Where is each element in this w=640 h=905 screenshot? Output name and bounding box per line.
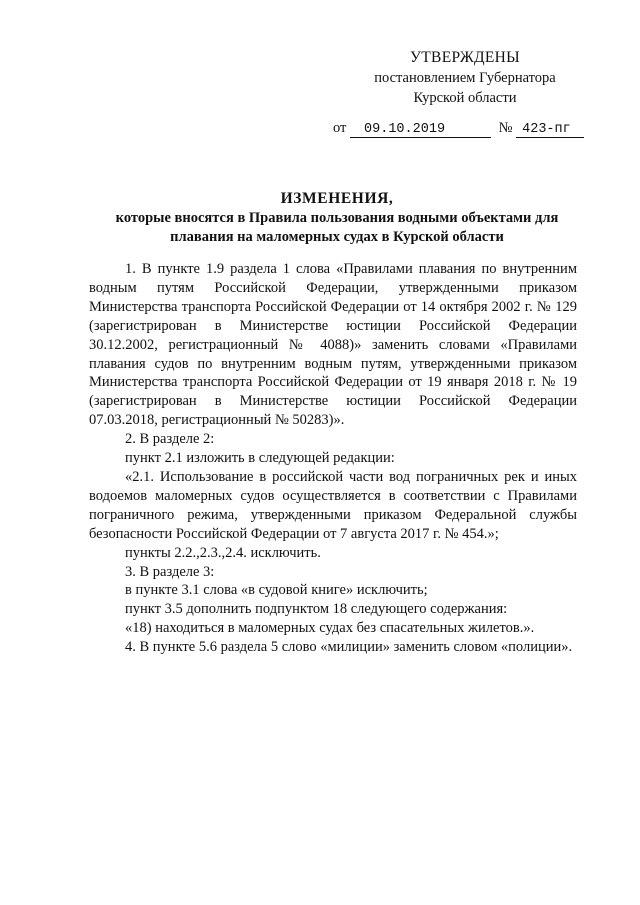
approval-region: Курской области <box>413 90 517 106</box>
paragraph-9: «18) находиться в маломерных судах без спасательных жилетов.». <box>125 620 535 637</box>
paragraph-2: 2. В разделе 2: <box>125 431 215 448</box>
decree-number: 423-пг <box>516 122 584 138</box>
paragraph-5: пункты 2.2.,2.3.,2.4. исключить. <box>125 544 321 561</box>
document-body <box>89 260 577 657</box>
approval-block <box>345 48 585 108</box>
paragraph-6: 3. В разделе 3: <box>125 563 215 580</box>
document-heading <box>100 189 574 247</box>
number-label: № <box>498 120 513 136</box>
approval-authority: постановлением Губернатора <box>374 70 556 86</box>
paragraph-3: пункт 2.1 изложить в следующей редакции: <box>125 450 395 467</box>
decree-dateline <box>333 120 584 138</box>
paragraph-10: 4. В пункте 5.6 раздела 5 слово «милиции» заменить словом «полиции». <box>125 639 573 656</box>
approval-title: УТВЕРЖДЕНЫ <box>410 49 520 66</box>
paragraph-4: «2.1. Использование в российской части вод пограничных рек и иных водоемов маломерных судов осуществляется в соответствии с Правилами пограничного режима, утвержденными приказом Федеральной службы безопасности Российской Федерации от 7 августа 2017 г. № 454.»; <box>89 468 577 542</box>
paragraph-8: пункт 3.5 дополнить подпунктом 18 следующего содержания: <box>125 601 508 618</box>
document-title: ИЗМЕНЕНИЯ, <box>280 190 394 207</box>
document-subtitle: которые вносятся в Правила пользования водными объектами для плавания на маломерных судах в Курской области <box>115 210 559 245</box>
paragraph-1: 1. В пункте 1.9 раздела 1 слова «Правилами плавания по внутренним водным путям Российской Федерации, утвержденными приказом Министерства транспорта Российской Федерации от 14 октября 2002 г. № 129 (зарегистрирован в Министерстве юстиции Российской Федерации 30.12.2002, регистрационный № 4088)» заменить словами «Правилами плавания судов по внутренним водным путям, утвержденными приказом Министерства транспорта Российской Федерации от 19 января 2018 г. № 19 (зарегистрирован в Министерстве юстиции Российской Федерации 07.03.2018, регистрационный № 50283)». <box>89 261 577 429</box>
date-label: от <box>333 120 347 136</box>
paragraph-7: в пункте 3.1 слова «в судовой книге» исключить; <box>125 582 428 599</box>
decree-date: 09.10.2019 <box>350 122 491 138</box>
